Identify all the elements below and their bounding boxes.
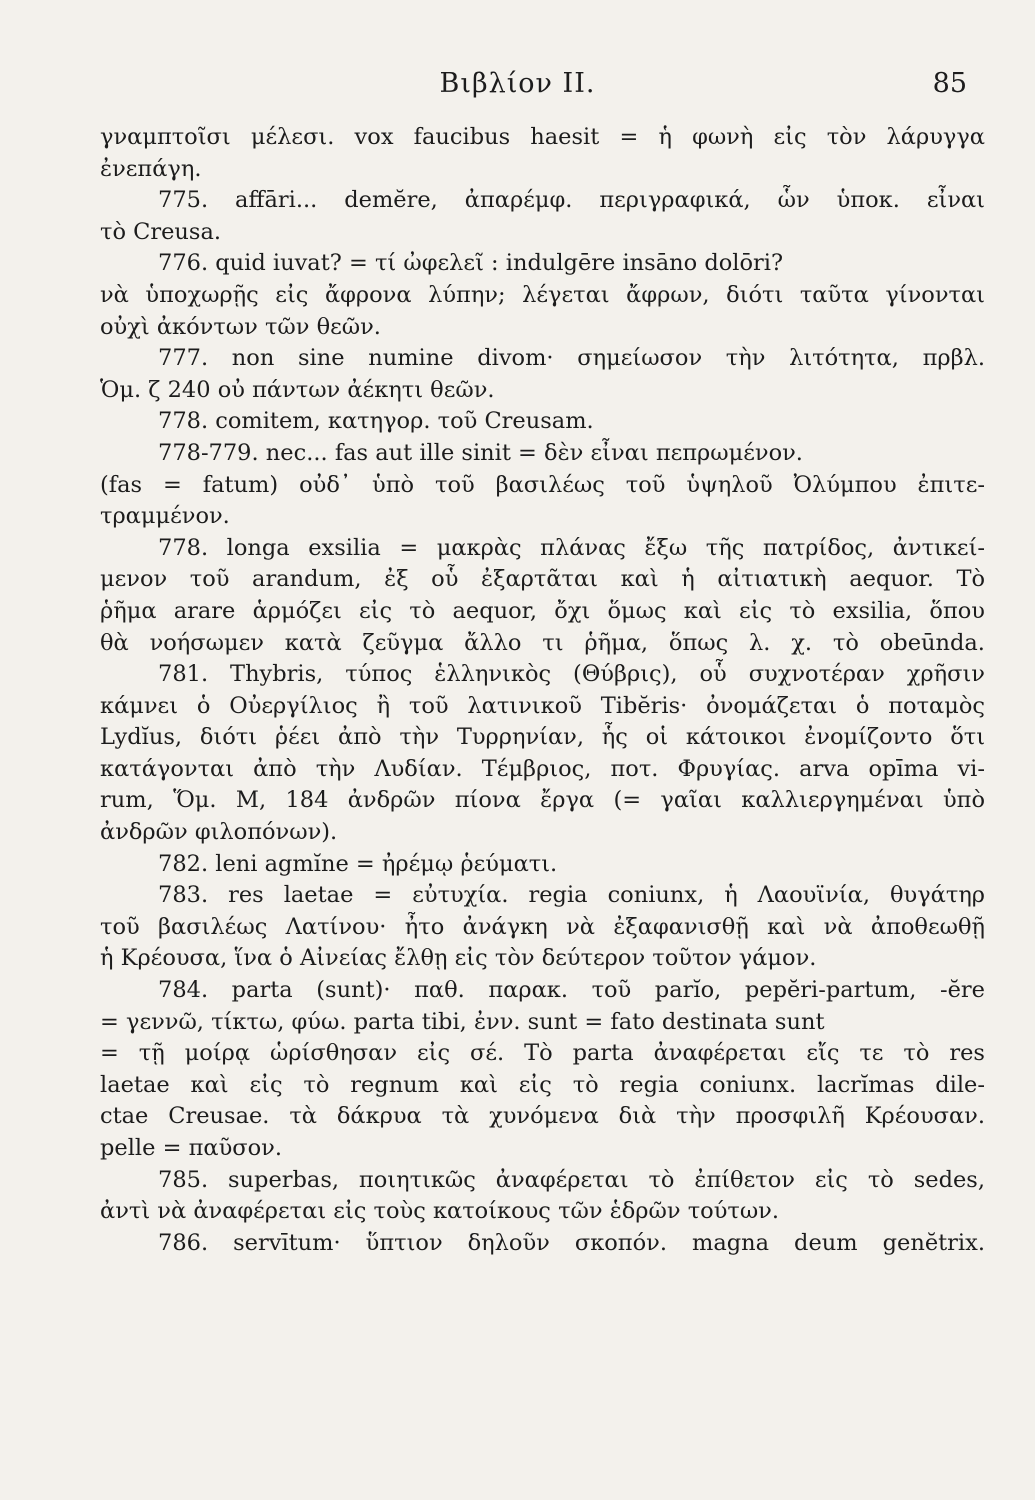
text-line: ἐνεπάγη.	[100, 155, 202, 182]
text-line: κάμνει ὁ Οὐεργίλιος ἢ τοῦ λατινικοῦ Tibĕris· ὀνομάζεται ὁ ποταμὸς	[100, 692, 985, 719]
text-line: = γεννῶ, τίκτω, φύω. parta tibi, ἐνν. sunt = fato destinata sunt	[100, 1008, 825, 1035]
text-line: 783. res laetae = εὐτυχία. regia coniunx, ἡ Λαουϊνία, θυγάτηρ	[158, 882, 985, 909]
commentary-entry	[100, 1165, 985, 1228]
text-line: rum, Ὅμ. Μ, 184 ἀνδρῶν πίονα ἔργα (= γαῖαι καλλιεργημέναι ὑπὸ	[100, 787, 985, 814]
commentary-entry	[100, 438, 985, 533]
text-line: 777. non sine numine divom· σημείωσον τὴν λιτότητα, πρβλ.	[158, 345, 985, 372]
text-line: ἀντὶ νὰ ἀναφέρεται εἰς τοὺς κατοίκους τῶν ἑδρῶν τούτων.	[100, 1198, 780, 1225]
commentary-entry	[100, 880, 985, 975]
text-line: Lydĭus, διότι ῥέει ἀπὸ τὴν Τυρρηνίαν, ἧς οἱ κάτοικοι ἐνομίζοντο ὅτι	[100, 724, 985, 751]
page-number: 85	[932, 68, 967, 99]
commentary-entry	[100, 248, 985, 343]
text-line: 785. superbas, ποιητικῶς ἀναφέρεται τὸ ἐπίθετον εἰς τὸ sedes,	[158, 1166, 985, 1193]
text-line: 778-779. nec... fas aut ille sinit = δὲν εἶναι πεπρωμένον.	[158, 439, 803, 466]
commentary-entry	[100, 1228, 985, 1260]
text-line: 778. comitem, κατηγορ. τοῦ Creusam.	[158, 408, 594, 435]
text-line: (fas = fatum) οὐδ᾽ ὑπὸ τοῦ βασιλέως τοῦ ὑψηλοῦ Ὀλύμπου ἐπιτε-	[100, 471, 985, 498]
text-line: 776. quid iuvat? = τί ὠφελεῖ : indulgēre insāno dolōri?	[158, 250, 784, 277]
text-line: 781. Thybris, τύπος ἑλληνικὸς (Θύβρις), οὗ συχνοτέραν χρῆσιν	[158, 661, 985, 688]
commentary-entry	[100, 659, 985, 849]
text-line: ctae Creusae. τὰ δάκρυα τὰ χυνόμενα διὰ τὴν προσφιλῆ Κρέουσαν.	[100, 1103, 985, 1130]
commentary-entry	[100, 406, 985, 438]
text-line: τὸ Creusa.	[100, 218, 222, 245]
text-line: 782. leni agmĭne = ἠρέμῳ ῥεύματι.	[158, 850, 558, 877]
text-line: οὐχὶ ἀκόντων τῶν θεῶν.	[100, 313, 381, 340]
text-line: ἡ Κρέουσα, ἵνα ὁ Αἰνείας ἔλθῃ εἰς τὸν δεύτερον τοῦτον γάμον.	[100, 945, 817, 972]
text-line: 775. affāri... demĕre, ἀπαρέμφ. περιγραφικά, ὧν ὑποκ. εἶναι	[158, 187, 985, 214]
commentary-entry	[100, 849, 985, 881]
commentary-entry	[100, 533, 985, 659]
text-line: μενον τοῦ arandum, ἐξ οὗ ἐξαρτᾶται καὶ ἡ αἰτιατικὴ aequor. Τὸ	[100, 566, 985, 593]
text-line: ῥῆμα arare ἁρμόζει εἰς τὸ aequor, ὄχι ὅμως καὶ εἰς τὸ exsilia, ὅπου	[100, 597, 985, 624]
text-line: κατάγονται ἀπὸ τὴν Λυδίαν. Τέμβριος, ποτ. Φρυγίας. arva opīma vi-	[100, 755, 985, 782]
commentary-entry	[100, 975, 985, 1165]
text-line: ἀνδρῶν φιλοπόνων).	[100, 819, 338, 846]
text-line: Ὁμ. ζ 240 οὐ πάντων ἀέκητι θεῶν.	[100, 376, 495, 403]
text-line: τοῦ βασιλέως Λατίνου· ἦτο ἀνάγκη νὰ ἐξαφανισθῇ καὶ νὰ ἀποθεωθῇ	[100, 913, 985, 940]
commentary-entry	[100, 343, 985, 406]
commentary-body	[100, 122, 985, 1259]
text-line: νὰ ὑποχωρῇς εἰς ἄφρονα λύπην; λέγεται ἄφρων, διότι ταῦτα γίνονται	[100, 281, 985, 308]
text-line: = τῇ μοίρᾳ ὡρίσθησαν εἰς σέ. Τὸ parta ἀναφέρεται εἴς τε τὸ res	[100, 1040, 985, 1067]
text-line: γναμπτοῖσι μέλεσι. vox faucibus haesit = ἡ φωνὴ εἰς τὸν λάρυγγα	[100, 124, 985, 150]
commentary-entry	[100, 185, 985, 248]
text-line: 786. servītum· ὕπτιον δηλοῦν σκοπόν. magna deum genĕtrix.	[158, 1229, 985, 1256]
text-line: 778. longa exsilia = μακρὰς πλάνας ἔξω τῆς πατρίδος, ἀντικεί-	[158, 534, 985, 561]
page-header	[0, 62, 1035, 102]
text-line: laetae καὶ εἰς τὸ regnum καὶ εἰς τὸ regia coniunx. lacrĭmas dile-	[100, 1071, 985, 1098]
running-title: Βιβλίον II.	[439, 68, 596, 99]
text-line: pelle = παῦσον.	[100, 1135, 282, 1161]
text-line: 784. parta (sunt)· παθ. παρακ. τοῦ parĭo, pepĕri-partum, -ĕre	[158, 977, 985, 1004]
commentary-entry	[100, 122, 985, 185]
text-line: θὰ νοήσωμεν κατὰ ζεῦγμα ἄλλο τι ῥῆμα, ὅπως λ. χ. τὸ obeūnda.	[100, 629, 985, 656]
text-line: τραμμένον.	[100, 503, 230, 530]
